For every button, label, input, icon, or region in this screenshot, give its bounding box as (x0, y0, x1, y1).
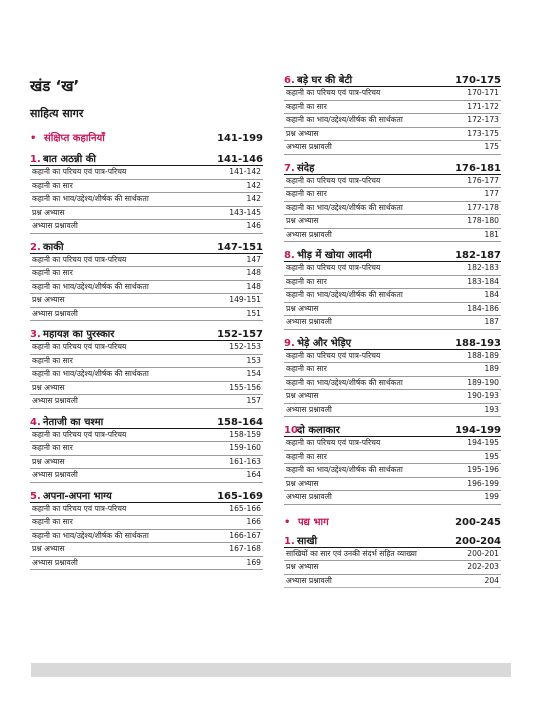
toc-item (30, 180, 263, 194)
chapter (284, 247, 501, 330)
chapter-number: 6. (284, 75, 295, 86)
toc-item-text: प्रश्न अभ्यास (286, 391, 319, 400)
toc-item-text: अभ्यास प्रश्नावली (32, 308, 78, 318)
toc-item-pages: 154 (246, 369, 261, 378)
chapter-heading (30, 151, 263, 166)
toc-item-text: कहानी का परिचय एवं पात्र-परिचय (32, 254, 127, 264)
chapter-number: 8. (284, 250, 295, 261)
chapter-number: 5. (30, 490, 41, 502)
toc-item (30, 516, 263, 530)
toc-item (30, 193, 263, 207)
toc-item-text: प्रश्न अभ्यास (32, 295, 65, 304)
toc-item-pages: 166 (246, 517, 261, 526)
toc-item (30, 308, 263, 322)
toc-item-pages: 194-195 (467, 438, 499, 447)
section-subtitle: साहित्य सागर (30, 107, 84, 120)
toc-item-text: प्रश्न अभ्यास (286, 216, 319, 225)
toc-item (284, 101, 501, 115)
toc-item (284, 215, 501, 229)
toc-item (30, 442, 263, 456)
toc-item-text: कहानी का परिचय एवं पात्र-परिचय (32, 429, 127, 439)
toc-item-text: कहानी का परिचय एवं पात्र-परिचय (32, 503, 127, 513)
toc-item (284, 128, 501, 142)
toc-item-text: कहानी का सार (32, 180, 73, 190)
toc-item-pages: 183-184 (467, 276, 499, 286)
toc-item-text: कहानी का परिचय एवं पात्र-परिचय (32, 342, 127, 351)
toc-item-pages: 173-175 (467, 128, 499, 138)
toc-item (284, 575, 501, 589)
chapter-pages: 182-187 (455, 250, 501, 261)
toc-item (30, 341, 263, 355)
toc-item (30, 267, 263, 281)
toc-item (30, 382, 263, 396)
toc-item (30, 456, 263, 470)
chapter (284, 72, 501, 155)
toc-item (284, 114, 501, 128)
toc-item-text: कहानी का सार (286, 189, 327, 198)
toc-item-pages: 178-180 (467, 216, 499, 225)
chapter (30, 414, 263, 483)
chapter (284, 422, 501, 505)
toc-item-pages: 141-142 (229, 167, 261, 176)
toc-item-pages: 184-186 (467, 303, 499, 313)
toc-item (30, 469, 263, 483)
toc-item (284, 548, 501, 562)
toc-item-pages: 158-159 (229, 429, 261, 439)
toc-item-text: अभ्यास प्रश्नावली (286, 317, 332, 326)
end-rule (284, 587, 501, 588)
toc-item (284, 262, 501, 276)
toc-item (30, 254, 263, 268)
toc-item-text: कहानी का सार (32, 517, 73, 526)
toc-item-pages: 177-178 (467, 202, 499, 212)
chapter-pages: 152-157 (217, 329, 263, 340)
toc-item-text: कहानी का भाव/उद्देश्य/शीर्षक की सार्थकता (286, 377, 403, 387)
toc-item (284, 390, 501, 404)
toc-item-text: प्रश्न अभ्यास (32, 382, 65, 392)
chapter-heading (284, 422, 501, 437)
toc-item-pages: 199 (484, 492, 499, 501)
toc-item-text: अभ्यास प्रश्नावली (286, 575, 332, 585)
footer-bar (31, 663, 511, 677)
toc-item-text: साखियों का सार एवं उनकी संदर्भ सहित व्याख्या (286, 548, 417, 558)
toc-item (284, 350, 501, 364)
chapter-heading (30, 488, 263, 503)
toc-item-text: कहानी का परिचय एवं पात्र-परिचय (286, 263, 381, 272)
chapter-heading (284, 533, 501, 548)
toc-item-pages: 167-168 (229, 544, 261, 553)
chapter-pages: 194-199 (455, 425, 501, 436)
chapter-number: 2. (30, 241, 41, 253)
toc-item (284, 451, 501, 465)
toc-item-text: कहानी का सार (32, 355, 73, 365)
toc-item (284, 316, 501, 330)
toc-item (30, 543, 263, 557)
toc-item-text: कहानी का सार (286, 364, 327, 373)
toc-item-pages: 188-189 (467, 350, 499, 360)
toc-item-pages: 142 (246, 194, 261, 203)
toc-item (30, 281, 263, 295)
chapter-heading (284, 72, 501, 87)
toc-item-text: प्रश्न अभ्यास (286, 128, 319, 138)
category-pages: 141-199 (217, 133, 263, 144)
category-label: पद्य भाग (298, 516, 329, 528)
toc-item-text: अभ्यास प्रश्नावली (286, 492, 332, 501)
chapter-heading (284, 247, 501, 262)
toc-item-pages: 143-145 (229, 207, 261, 217)
toc-item (30, 530, 263, 544)
toc-item (284, 175, 501, 189)
toc-item (30, 429, 263, 443)
toc-item (284, 561, 501, 575)
chapter-heading (30, 326, 263, 341)
chapter (30, 488, 263, 571)
toc-item-text: कहानी का सार (286, 276, 327, 286)
chapter-pages: 200-204 (455, 535, 501, 547)
toc-item-text: कहानी का परिचय एवं पात्र-परिचय (286, 350, 381, 360)
toc-item (30, 220, 263, 234)
toc-item-pages: 172-173 (467, 115, 499, 124)
toc-item-text: कहानी का भाव/उद्देश्य/शीर्षक की सार्थकता (32, 194, 149, 203)
toc-item-pages: 202-203 (467, 562, 499, 571)
toc-item-text: कहानी का भाव/उद्देश्य/शीर्षक की सार्थकता (32, 530, 149, 540)
toc-item (30, 166, 263, 180)
toc-item-pages: 175 (484, 142, 499, 151)
category-heading (30, 130, 263, 144)
toc-item-pages: 159-160 (229, 443, 261, 452)
category-heading (284, 514, 501, 528)
toc-item-text: अभ्यास प्रश्नावली (286, 229, 332, 239)
toc-item (30, 207, 263, 221)
chapter-heading (30, 239, 263, 254)
toc-item (284, 276, 501, 290)
toc-item (30, 395, 263, 409)
toc-item (284, 363, 501, 377)
chapter (284, 533, 501, 589)
chapter-heading (284, 160, 501, 175)
toc-item-pages: 153 (246, 355, 261, 365)
chapter (284, 335, 501, 418)
right-column (284, 72, 501, 593)
toc-item (30, 294, 263, 308)
section-title: खंड ‘ख’ (30, 77, 80, 95)
category-label: संक्षिप्त कहानियाँ (44, 133, 105, 144)
toc-item-text: प्रश्न अभ्यास (286, 478, 319, 488)
chapter-heading (30, 414, 263, 429)
toc-item-text: प्रश्न अभ्यास (32, 456, 65, 466)
chapter-number: 10. (284, 425, 302, 436)
toc-item (30, 557, 263, 571)
toc-item-pages: 152-153 (229, 342, 261, 351)
toc-item-text: अभ्यास प्रश्नावली (32, 396, 78, 405)
toc-item-pages: 149-151 (229, 295, 261, 304)
toc-item-pages: 177 (484, 189, 499, 198)
toc-item-pages: 146 (246, 221, 261, 230)
toc-item-text: प्रश्न अभ्यास (286, 303, 319, 313)
toc-item (284, 188, 501, 202)
toc-item (30, 355, 263, 369)
toc-item-text: कहानी का परिचय एवं पात्र-परिचय (286, 88, 381, 97)
chapter-title: बड़े घर की बेटी (297, 75, 353, 86)
toc-item-pages: 195-196 (467, 465, 499, 474)
toc-item-text: कहानी का भाव/उद्देश्य/शीर्षक की सार्थकता (286, 115, 403, 124)
toc-item-text: प्रश्न अभ्यास (286, 562, 319, 571)
chapter-pages: 158-164 (217, 416, 263, 428)
chapter-pages: 165-169 (217, 490, 263, 502)
toc-item-pages: 170-171 (467, 88, 499, 97)
chapter-title: बात अठन्नी की (43, 154, 96, 165)
toc-item-pages: 148 (246, 281, 261, 291)
chapter-number: 1. (30, 154, 41, 165)
toc-item-pages: 204 (484, 575, 499, 585)
toc-item (284, 303, 501, 317)
toc-item-text: कहानी का परिचय एवं पात्र-परिचय (286, 438, 381, 447)
chapter-number: 9. (284, 337, 295, 349)
toc-item-pages: 155-156 (229, 382, 261, 392)
chapter-number: 7. (284, 162, 295, 174)
toc-item-text: प्रश्न अभ्यास (32, 207, 65, 217)
chapter (30, 239, 263, 322)
toc-item-pages: 182-183 (467, 263, 499, 272)
toc-item-text: कहानी का भाव/उद्देश्य/शीर्षक की सार्थकता (32, 369, 149, 378)
toc-item-text: अभ्यास प्रश्नावली (32, 470, 78, 479)
bullet-icon: • (284, 516, 291, 528)
toc-item (284, 437, 501, 451)
chapter-number: 3. (30, 329, 41, 340)
toc-item-pages: 171-172 (467, 101, 499, 111)
toc-item-pages: 166-167 (229, 530, 261, 540)
toc-item-pages: 147 (246, 254, 261, 264)
toc-item (284, 478, 501, 492)
toc-item-pages: 151 (246, 308, 261, 318)
toc-item-text: प्रश्न अभ्यास (32, 544, 65, 553)
toc-item-pages: 196-199 (467, 478, 499, 488)
toc-item-text: कहानी का सार (32, 268, 73, 277)
chapter-title: भेड़े और भेड़िए (297, 337, 352, 349)
toc-item-pages: 181 (484, 229, 499, 239)
chapter-pages: 170-175 (455, 75, 501, 86)
toc-item-text: कहानी का भाव/उद्देश्य/शीर्षक की सार्थकता (286, 290, 403, 299)
left-column (30, 76, 263, 575)
toc-item-pages: 148 (246, 268, 261, 277)
toc-item-text: कहानी का भाव/उद्देश्य/शीर्षक की सार्थकता (286, 465, 403, 474)
chapter (284, 160, 501, 243)
toc-item (284, 141, 501, 155)
bullet-icon: • (30, 133, 37, 144)
chapter (30, 151, 263, 234)
chapter-number: 4. (30, 416, 41, 428)
chapter-title: भीड़ में खोया आदमी (297, 250, 372, 261)
toc-item-text: अभ्यास प्रश्नावली (32, 557, 78, 567)
toc-item-pages: 187 (484, 317, 499, 326)
toc-item-pages: 142 (246, 180, 261, 190)
chapter-title: महायज्ञ का पुरस्कार (43, 329, 115, 340)
toc-item-pages: 195 (484, 451, 499, 461)
chapter-heading (284, 335, 501, 350)
toc-item (284, 289, 501, 303)
toc-item (284, 202, 501, 216)
toc-item (284, 491, 501, 505)
toc-item (30, 503, 263, 517)
toc-item-pages: 165-166 (229, 503, 261, 513)
toc-item-pages: 189-190 (467, 377, 499, 387)
chapter-pages: 147-151 (217, 241, 263, 253)
toc-item-pages: 169 (246, 557, 261, 567)
toc-item (284, 464, 501, 478)
toc-item-pages: 176-177 (467, 175, 499, 185)
toc-item-pages: 200-201 (467, 548, 499, 558)
toc-item-text: अभ्यास प्रश्नावली (286, 404, 332, 414)
toc-item-text: कहानी का भाव/उद्देश्य/शीर्षक की सार्थकता (32, 281, 149, 291)
toc-item (284, 377, 501, 391)
toc-item-pages: 190-193 (467, 391, 499, 400)
chapter-number: 1. (284, 535, 295, 547)
toc-item-pages: 161-163 (229, 456, 261, 466)
chapter-title: दो कलाकार (297, 425, 340, 436)
toc-item-text: कहानी का सार (32, 443, 73, 452)
toc-item-text: कहानी का भाव/उद्देश्य/शीर्षक की सार्थकता (286, 202, 403, 212)
chapter-title: काकी (43, 241, 64, 253)
toc-item (284, 87, 501, 101)
chapter-title: संदेह (297, 162, 315, 174)
toc-item (284, 229, 501, 243)
chapter-list (30, 151, 263, 570)
chapter (30, 326, 263, 409)
toc-item-text: कहानी का परिचय एवं पात्र-परिचय (286, 175, 381, 185)
toc-item-pages: 184 (484, 290, 499, 299)
chapter-pages: 176-181 (455, 162, 501, 174)
chapter-title: नेताजी का चश्मा (43, 416, 104, 428)
toc-item-text: अभ्यास प्रश्नावली (286, 142, 332, 151)
chapter-pages: 141-146 (217, 154, 263, 165)
chapter-pages: 188-193 (455, 337, 501, 349)
toc-item (30, 368, 263, 382)
toc-item-pages: 157 (246, 396, 261, 405)
chapter-title: अपना-अपना भाग्य (43, 490, 112, 502)
toc-item-pages: 193 (484, 404, 499, 414)
toc-item-text: कहानी का परिचय एवं पात्र-परिचय (32, 167, 127, 176)
category-pages: 200-245 (455, 516, 501, 528)
toc-item-pages: 164 (246, 470, 261, 479)
chapter-list (284, 533, 501, 589)
toc-item (284, 404, 501, 418)
chapter-list (284, 72, 501, 505)
chapter-title: साखी (297, 535, 318, 547)
toc-item-text: कहानी का सार (286, 101, 327, 111)
toc-item-text: कहानी का सार (286, 451, 327, 461)
toc-item-pages: 189 (484, 364, 499, 373)
toc-item-text: अभ्यास प्रश्नावली (32, 221, 78, 230)
